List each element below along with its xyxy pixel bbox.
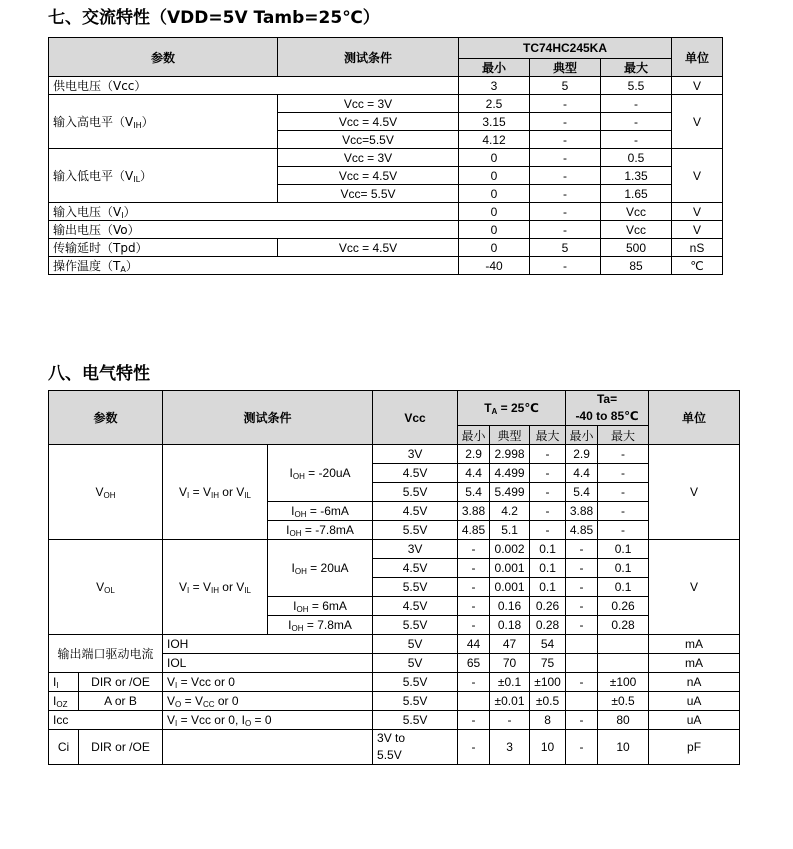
cell-typ: - <box>530 113 601 131</box>
cell-min-range: - <box>566 673 598 692</box>
cell-max: - <box>530 521 566 540</box>
cell-min: 3.15 <box>459 113 530 131</box>
cell-max: 0.28 <box>530 616 566 635</box>
cell-vcc: 3V <box>373 540 458 559</box>
header-max-range: 最大 <box>598 426 649 445</box>
cell-typ: - <box>530 185 601 203</box>
cell-unit: V <box>672 95 723 149</box>
cell-min: 3.88 <box>458 502 490 521</box>
param-input-voltage: 输入电压$(V_I)$ <box>49 203 459 221</box>
param-ci: Ci <box>49 730 79 765</box>
cell-min: - <box>458 711 490 730</box>
cell-max-range: - <box>598 445 649 464</box>
cell-typ: ±0.01 <box>490 692 530 711</box>
cell-vcc: 5.5V <box>373 521 458 540</box>
cell-vcc: 4.5V <box>373 597 458 616</box>
cell-unit: V <box>672 221 723 239</box>
cell-unit: nS <box>672 239 723 257</box>
table-row <box>49 149 723 167</box>
cell-typ: - <box>530 203 601 221</box>
cell-unit: V <box>649 445 740 540</box>
header-unit: 单位 <box>649 391 740 445</box>
cell-min-range: - <box>566 578 598 597</box>
cell-max-range: - <box>598 464 649 483</box>
header-param: 参数 <box>49 391 163 445</box>
header-max: 最大 <box>601 59 672 77</box>
cell-min: - <box>458 578 490 597</box>
cell-vcc: 4.5V <box>373 464 458 483</box>
cell-min-range <box>566 654 598 673</box>
cell-max: Vcc <box>601 221 672 239</box>
cond-ioh-6ma: $I_{OH} = -6mA$ <box>268 502 373 521</box>
cell-max: Vcc <box>601 203 672 221</box>
table-row <box>49 203 723 221</box>
cell-min: 0 <box>459 185 530 203</box>
table-row <box>49 635 740 654</box>
cell-min: -40 <box>459 257 530 275</box>
param-output-voltage: 输出电压（Vo） <box>49 221 459 239</box>
cell-max: 75 <box>530 654 566 673</box>
cell-condition: $V_O = V_{CC}$ or 0 <box>163 692 373 711</box>
cell-min-range: - <box>566 711 598 730</box>
cell-condition: $V_I$ = Vcc or 0, $I_O = 0$ <box>163 711 373 730</box>
cell-typ: - <box>530 95 601 113</box>
header-part-number: TC74HC245KA <box>459 38 672 59</box>
cell-max: - <box>601 113 672 131</box>
cell-condition: Vcc = 3V <box>278 95 459 113</box>
cell-min: 0 <box>459 203 530 221</box>
cell-max: - <box>601 95 672 113</box>
cell-min: 2.5 <box>459 95 530 113</box>
cell-min-range: 5.4 <box>566 483 598 502</box>
cell-min: 3 <box>459 77 530 95</box>
cell-max: 1.65 <box>601 185 672 203</box>
cell-min: 0 <box>459 221 530 239</box>
cell-min: 5.4 <box>458 483 490 502</box>
cell-unit: uA <box>649 711 740 730</box>
cell-min: 4.12 <box>459 131 530 149</box>
cell-typ: - <box>530 167 601 185</box>
cell-max: 0.5 <box>601 149 672 167</box>
header-unit: 单位 <box>672 38 723 77</box>
cell-typ: 0.16 <box>490 597 530 616</box>
cell-max-range <box>598 635 649 654</box>
cell-typ: 2.998 <box>490 445 530 464</box>
cell-min-range: - <box>566 730 598 765</box>
cell-typ: - <box>530 221 601 239</box>
cell-max: ±100 <box>530 673 566 692</box>
cell-min: 0 <box>459 239 530 257</box>
cell-min: 4.85 <box>458 521 490 540</box>
param-supply-voltage: 供电电压（Vcc） <box>49 77 459 95</box>
section-7-title: 七、交流特性（VDD=5V Tamb=25℃） <box>48 8 380 28</box>
cell-max: ±0.5 <box>530 692 566 711</box>
cell-typ: 4.2 <box>490 502 530 521</box>
cond-ioh-20ua: $I_{OH} = -20uA$ <box>268 445 373 502</box>
header-min: 最小 <box>459 59 530 77</box>
table-row <box>49 239 723 257</box>
header-min-range: 最小 <box>566 426 598 445</box>
cond-iol-7-8ma: $I_{OH} = 7.8mA$ <box>268 616 373 635</box>
cell-unit: mA <box>649 654 740 673</box>
cell-max: 8 <box>530 711 566 730</box>
cell-unit: mA <box>649 635 740 654</box>
table-row <box>49 673 740 692</box>
table-row <box>49 257 723 275</box>
cell-max: 5.5 <box>601 77 672 95</box>
cell-typ: 3 <box>490 730 530 765</box>
cell-typ: 0.001 <box>490 559 530 578</box>
cell-vcc: 5.5V <box>373 673 458 692</box>
header-min: 最小 <box>458 426 490 445</box>
param-ioz: $I_{OZ}$ <box>49 692 79 711</box>
cell-vcc: 5.5V <box>373 711 458 730</box>
table-row <box>49 730 740 765</box>
table-row <box>49 95 723 113</box>
cell-condition: Vcc= 5.5V <box>278 185 459 203</box>
cell-min-range: - <box>566 559 598 578</box>
cell-vcc: 5.5V <box>373 483 458 502</box>
cell-min-range: - <box>566 540 598 559</box>
cell-vcc: 5V <box>373 635 458 654</box>
cond-iol-20ua: $I_{OH} = 20uA$ <box>268 540 373 597</box>
cell-typ: 0.001 <box>490 578 530 597</box>
cell-unit: pF <box>649 730 740 765</box>
electrical-characteristics-table <box>48 390 740 765</box>
header-ta-range: Ta= -40 to 85℃ <box>566 391 649 426</box>
cell-max-range: 0.1 <box>598 578 649 597</box>
cell-min-range: 4.85 <box>566 521 598 540</box>
cell-condition: IOH <box>163 635 373 654</box>
cell-vcc: 4.5V <box>373 559 458 578</box>
cell-max-range: ±0.5 <box>598 692 649 711</box>
cond-iol-6ma: $I_{OH} = 6mA$ <box>268 597 373 616</box>
table-row <box>49 221 723 239</box>
param-icc: Icc <box>49 711 163 730</box>
cell-typ: 5 <box>530 77 601 95</box>
cell-typ: - <box>530 131 601 149</box>
cell-unit: V <box>672 203 723 221</box>
cell-max-range: 80 <box>598 711 649 730</box>
cell-min-range: 2.9 <box>566 445 598 464</box>
cell-max: 500 <box>601 239 672 257</box>
cell-vcc: 5.5V <box>373 616 458 635</box>
header-ta-25: $T_A$ = 25℃ <box>458 391 566 426</box>
cell-typ: 5.1 <box>490 521 530 540</box>
cell-vcc: 5.5V <box>373 578 458 597</box>
header-typ: 典型 <box>530 59 601 77</box>
param-output-drive-current: 输出端口驱动电流 <box>49 635 163 673</box>
cell-min-range <box>566 692 598 711</box>
cell-max-range: ±100 <box>598 673 649 692</box>
cell-condition <box>163 730 373 765</box>
cell-condition: $V_I$ = Vcc or 0 <box>163 673 373 692</box>
cell-max: 1.35 <box>601 167 672 185</box>
cell-min: 4.4 <box>458 464 490 483</box>
cell-max: 10 <box>530 730 566 765</box>
cell-min-range: - <box>566 597 598 616</box>
cell-min: 0 <box>459 167 530 185</box>
cell-max: 0.1 <box>530 559 566 578</box>
cell-condition: Vcc = 4.5V <box>278 167 459 185</box>
cell-max: 0.1 <box>530 578 566 597</box>
cell-max: 0.26 <box>530 597 566 616</box>
cell-min: - <box>458 673 490 692</box>
cell-unit: nA <box>649 673 740 692</box>
cell-min: 65 <box>458 654 490 673</box>
cell-max-range: 10 <box>598 730 649 765</box>
cell-min: - <box>458 540 490 559</box>
header-vcc: Vcc <box>373 391 458 445</box>
table-row <box>49 77 723 95</box>
cell-condition: Vcc = 3V <box>278 149 459 167</box>
cell-condition: Vcc=5.5V <box>278 131 459 149</box>
cell-max-range: 0.28 <box>598 616 649 635</box>
cell-min: 2.9 <box>458 445 490 464</box>
param-voh: $V_{OH}$ <box>49 445 163 540</box>
param-input-low-level: 输入低电平$(V_{IL})$ <box>49 149 278 203</box>
header-max: 最大 <box>530 426 566 445</box>
cell-max-range: - <box>598 483 649 502</box>
cell-pin: DIR or /OE <box>79 730 163 765</box>
cell-pin: DIR or /OE <box>79 673 163 692</box>
param-vol: $V_{OL}$ <box>49 540 163 635</box>
cell-min-range: 3.88 <box>566 502 598 521</box>
param-ii: $I_I$ <box>49 673 79 692</box>
cell-unit: V <box>672 149 723 203</box>
cell-max: - <box>530 464 566 483</box>
cell-max: - <box>601 131 672 149</box>
cell-vcc: 3V to 5.5V <box>373 730 458 765</box>
cell-max: - <box>530 483 566 502</box>
cell-typ: - <box>530 149 601 167</box>
table-row <box>49 445 740 464</box>
cell-typ: 0.002 <box>490 540 530 559</box>
cell-max-range: 0.26 <box>598 597 649 616</box>
cell-max-range: 0.1 <box>598 540 649 559</box>
cell-vcc: 4.5V <box>373 502 458 521</box>
cell-typ: 5.499 <box>490 483 530 502</box>
header-condition: 测试条件 <box>163 391 373 445</box>
cell-typ: 4.499 <box>490 464 530 483</box>
cell-vcc: 5.5V <box>373 692 458 711</box>
cell-min: - <box>458 597 490 616</box>
section-8-title: 八、电气特性 <box>48 364 150 384</box>
cell-max: - <box>530 445 566 464</box>
cell-min: 44 <box>458 635 490 654</box>
cell-max: 54 <box>530 635 566 654</box>
cell-max: 85 <box>601 257 672 275</box>
cell-max: - <box>530 502 566 521</box>
table-row <box>49 711 740 730</box>
param-propagation-delay: 传输延时（Tpd） <box>49 239 278 257</box>
cell-vcc: 5V <box>373 654 458 673</box>
cell-typ: 0.18 <box>490 616 530 635</box>
cell-typ: ±0.1 <box>490 673 530 692</box>
cell-typ: - <box>490 711 530 730</box>
table-row <box>49 540 740 559</box>
cell-typ: 47 <box>490 635 530 654</box>
cond-vi-voh: $V_I = V_{IH}$ or $V_{IL}$ <box>163 445 268 540</box>
cell-max-range: 0.1 <box>598 559 649 578</box>
cell-min: - <box>458 559 490 578</box>
cell-max-range <box>598 654 649 673</box>
cell-pin: A or B <box>79 692 163 711</box>
param-operating-temperature: 操作温度$(T_A)$ <box>49 257 459 275</box>
cell-typ: 70 <box>490 654 530 673</box>
cell-unit: V <box>649 540 740 635</box>
cell-condition: IOL <box>163 654 373 673</box>
cell-min-range <box>566 635 598 654</box>
table-row <box>49 692 740 711</box>
cell-min-range: 4.4 <box>566 464 598 483</box>
cell-min <box>458 692 490 711</box>
cell-unit: uA <box>649 692 740 711</box>
header-param: 参数 <box>49 38 278 77</box>
cell-min: - <box>458 730 490 765</box>
cell-min: - <box>458 616 490 635</box>
cell-vcc: 3V <box>373 445 458 464</box>
header-condition: 测试条件 <box>278 38 459 77</box>
cell-unit: V <box>672 77 723 95</box>
cell-unit: ℃ <box>672 257 723 275</box>
cell-typ: - <box>530 257 601 275</box>
cell-max-range: - <box>598 502 649 521</box>
param-input-high-level: 输入高电平$(V_{IH})$ <box>49 95 278 149</box>
cell-min: 0 <box>459 149 530 167</box>
cond-vi-vol: $V_I = V_{IH}$ or $V_{IL}$ <box>163 540 268 635</box>
cell-min-range: - <box>566 616 598 635</box>
cell-max-range: - <box>598 521 649 540</box>
cell-condition: Vcc = 4.5V <box>278 239 459 257</box>
cell-max: 0.1 <box>530 540 566 559</box>
cell-condition: Vcc = 4.5V <box>278 113 459 131</box>
cond-ioh-7-8ma: $I_{OH} = -7.8mA$ <box>268 521 373 540</box>
ac-characteristics-table <box>48 37 723 275</box>
header-typ: 典型 <box>490 426 530 445</box>
cell-typ: 5 <box>530 239 601 257</box>
